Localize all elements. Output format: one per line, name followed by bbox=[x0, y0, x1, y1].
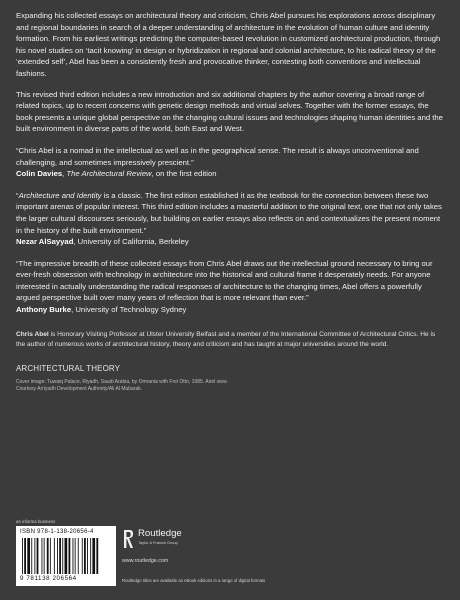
author-name: Chris Abel bbox=[16, 330, 49, 338]
informa-tagline: an informa business bbox=[16, 519, 56, 524]
publisher-subtitle: Taylor & Francis Group bbox=[138, 540, 178, 545]
quote-source-rest: , on the first edition bbox=[151, 169, 217, 179]
cover-credit bbox=[16, 379, 444, 394]
ebook-note: Routledge titles are available as eBook editions in a range of digital formats bbox=[122, 578, 266, 583]
barcode-panel bbox=[16, 526, 116, 586]
quote-text: “The impressive breadth of these collected essays from Chris Abel draws out the intellectual ground necessary to bring our ever-fresh obsession with technology in architecture into the historical and cultural frame it desperately needs. For anyone interested in actually understanding the radical responses of architecture to the changing times, Abel offers a powerfully argued perspective built over many years of reflection that is more relevant than ever.” bbox=[16, 258, 433, 303]
publisher-block bbox=[122, 528, 232, 568]
quote-author: Colin Davies bbox=[16, 169, 63, 179]
cover-credit-line: Cover image: Tuwaiq Palace, Riyadh, Saudi Arabia, by Omrania with Frei Otto, 1985. Ariel view. bbox=[16, 378, 228, 385]
quote-book-title: Architecture and Identity bbox=[18, 190, 102, 200]
quote-alsayyad bbox=[16, 190, 444, 248]
description-paragraph-2: This revised third edition includes a new introduction and six additional chapters by the author covering a broad range of related topics, up to recent concerns with genetic design methods and virtual selves. Together with the former essays, the book presents a unique global perspective on the changing cultural issues and technologies shaping human identities and the built environment in diverse parts of the world, both East and West. bbox=[16, 89, 443, 134]
quote-source-title: The Architectural Review bbox=[66, 169, 152, 179]
quote-body: is a classic. The first edition established it as the textbook for the connection between these two important arenas of popular interest. This third edition includes a masterful addition to the original text, one that not only takes the larger cultural discourses seriously, but building on earlier essays also reflects on and contextualizes the present moment in the history of the built environment.” bbox=[16, 190, 442, 235]
author-bio bbox=[16, 330, 444, 351]
isbn-digits: 9 781138 206564 bbox=[20, 575, 77, 582]
quote-attribution: Colin Davies, The Architectural Review, on the first edition bbox=[16, 169, 217, 179]
back-cover-content bbox=[16, 10, 444, 394]
publisher-url[interactable]: www.routledge.com bbox=[122, 558, 169, 564]
quote-author: Nezar AlSayyad bbox=[16, 237, 74, 247]
quote-burke bbox=[16, 258, 444, 316]
quote-author: Anthony Burke bbox=[16, 305, 72, 315]
quote-attribution bbox=[16, 304, 444, 316]
quote-affiliation: , University of California, Berkeley bbox=[73, 237, 189, 247]
author-bio-text: is Honorary Visiting Professor at Ulster University Belfast and a member of the International Committee of Architectural Critics. He is the author of numerous works of architectural history, theory and criticism and has taught at major universities around the world. bbox=[16, 330, 436, 349]
publisher-name: Routledge bbox=[138, 528, 182, 539]
description-paragraph-1: Expanding his collected essays on architectural theory and criticism, Chris Abel pursues his explorations across disciplinary and regional boundaries in search of a deeper understanding of architecture in the evolution of human culture and identity formation. From his earliest writings predicting the computer-based revolution in customized architectural production, through his novel studies on ‘tacit knowing’ in design or hybridization in regional and colonial architecture, to his radical theory of the ‘extended self’, Abel has been a consistently fresh and provocative thinker, contesting both conventions and intellectual fashions. bbox=[16, 11, 441, 78]
quote-attribution bbox=[16, 236, 444, 248]
quote-affiliation: , University of Technology Sydney bbox=[71, 305, 187, 315]
quote-text: “Chris Abel is a nomad in the intellectual as well as in the geographical sense. The result is always unconventional and challenging, and sometimes impressively prescient.” bbox=[16, 145, 419, 167]
cover-credit-line: Courtesy Arriyadh Development Authority/Ali Al Mubarak. bbox=[16, 386, 143, 393]
subject-category: ARCHITECTURAL THEORY bbox=[16, 363, 121, 373]
isbn-label: ISBN 978-1-138-20656-4 bbox=[20, 529, 94, 535]
barcode-icon bbox=[20, 538, 112, 574]
routledge-logo-icon bbox=[122, 528, 135, 550]
quote-text: “Architecture and Identity is a classic. The first edition established it as the textbook for the connection between these two important arenas of popular interest. This third edition includes a masterful addition to the original text, one that not only takes the larger cultural discourses seriously, but building on earlier essays also reflects on and contextualizes the present moment in the history of the built environment.” bbox=[16, 190, 442, 235]
quote-davies bbox=[16, 145, 444, 180]
